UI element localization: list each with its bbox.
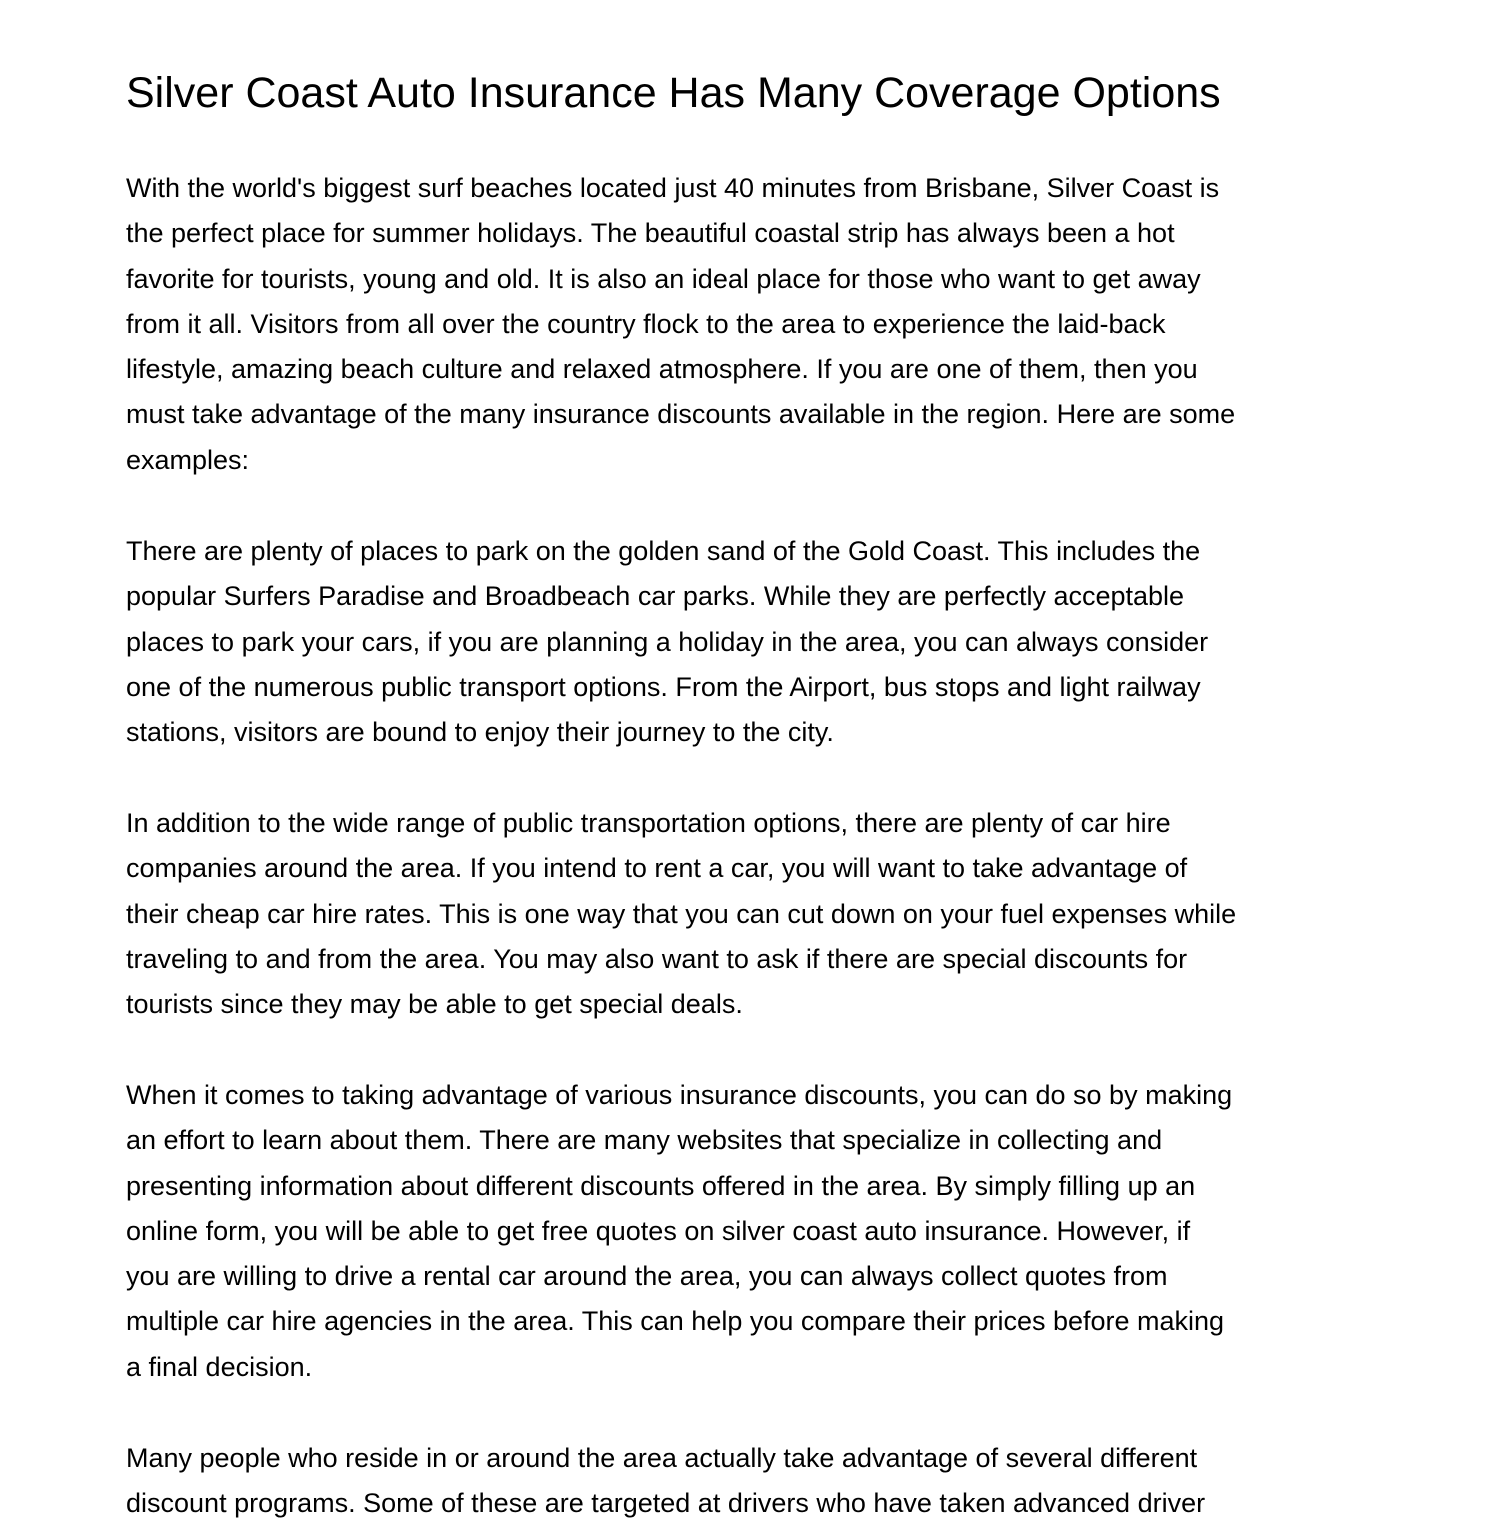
text-line: favorite for tourists, young and old. It is also an ideal place for those who want to get away [126,263,1201,294]
text-line: lifestyle, amazing beach culture and relaxed atmosphere. If you are one of them, then you [126,354,1198,385]
text-line: their cheap car hire rates. This is one way that you can cut down on your fuel expenses while [126,898,1237,929]
text-line: examples: [126,444,250,475]
text-line: an effort to learn about them. There are many websites that specialize in collecting and [126,1125,1163,1156]
paragraph-5 [126,1436,1386,1527]
paragraph-4 [126,1073,1386,1390]
paragraph-1 [126,166,1386,483]
text-line: companies around the area. If you intend to rent a car, you will want to take advantage of [126,853,1188,884]
text-line: you are willing to drive a rental car around the area, you can always collect quotes from [126,1261,1168,1292]
page-title: Silver Coast Auto Insurance Has Many Coverage Options [126,69,1221,117]
text-line: the perfect place for summer holidays. The beautiful coastal strip has always been a hot [126,218,1175,249]
text-line: a final decision. [126,1351,313,1382]
text-line: places to park your cars, if you are planning a holiday in the area, you can always consider [126,626,1209,657]
paragraph-2 [126,529,1386,755]
text-line: presenting information about different discounts offered in the area. By simply filling up an [126,1170,1196,1201]
text-line: traveling to and from the area. You may also want to ask if there are special discounts for [126,943,1188,974]
text-line: With the world's biggest surf beaches located just 40 minutes from Brisbane, Silver Coast is [126,173,1220,203]
text-line: popular Surfers Paradise and Broadbeach car parks. While they are perfectly acceptable [126,581,1185,612]
text-line: from it all. Visitors from all over the country flock to the area to experience the laid-back [126,308,1166,339]
text-line: multiple car hire agencies in the area. This can help you compare their prices before making [126,1306,1225,1337]
text-line: Many people who reside in or around the area actually take advantage of several different [126,1443,1198,1473]
text-line: stations, visitors are bound to enjoy their journey to the city. [126,717,834,748]
paragraph-3 [126,801,1386,1027]
text-line: There are plenty of places to park on the golden sand of the Gold Coast. This includes the [126,536,1201,566]
text-line: one of the numerous public transport options. From the Airport, bus stops and light railway [126,671,1201,702]
text-line: When it comes to taking advantage of various insurance discounts, you can do so by making [126,1080,1233,1110]
text-line: tourists since they may be able to get special deals. [126,989,743,1020]
text-line: must take advantage of the many insurance discounts available in the region. Here are some [126,399,1236,430]
text-line: In addition to the wide range of public transportation options, there are plenty of car hire [126,808,1171,838]
text-line: online form, you will be able to get free quotes on silver coast auto insurance. However, if [126,1215,1191,1246]
text-line: discount programs. Some of these are targeted at drivers who have taken advanced driver [126,1488,1206,1519]
